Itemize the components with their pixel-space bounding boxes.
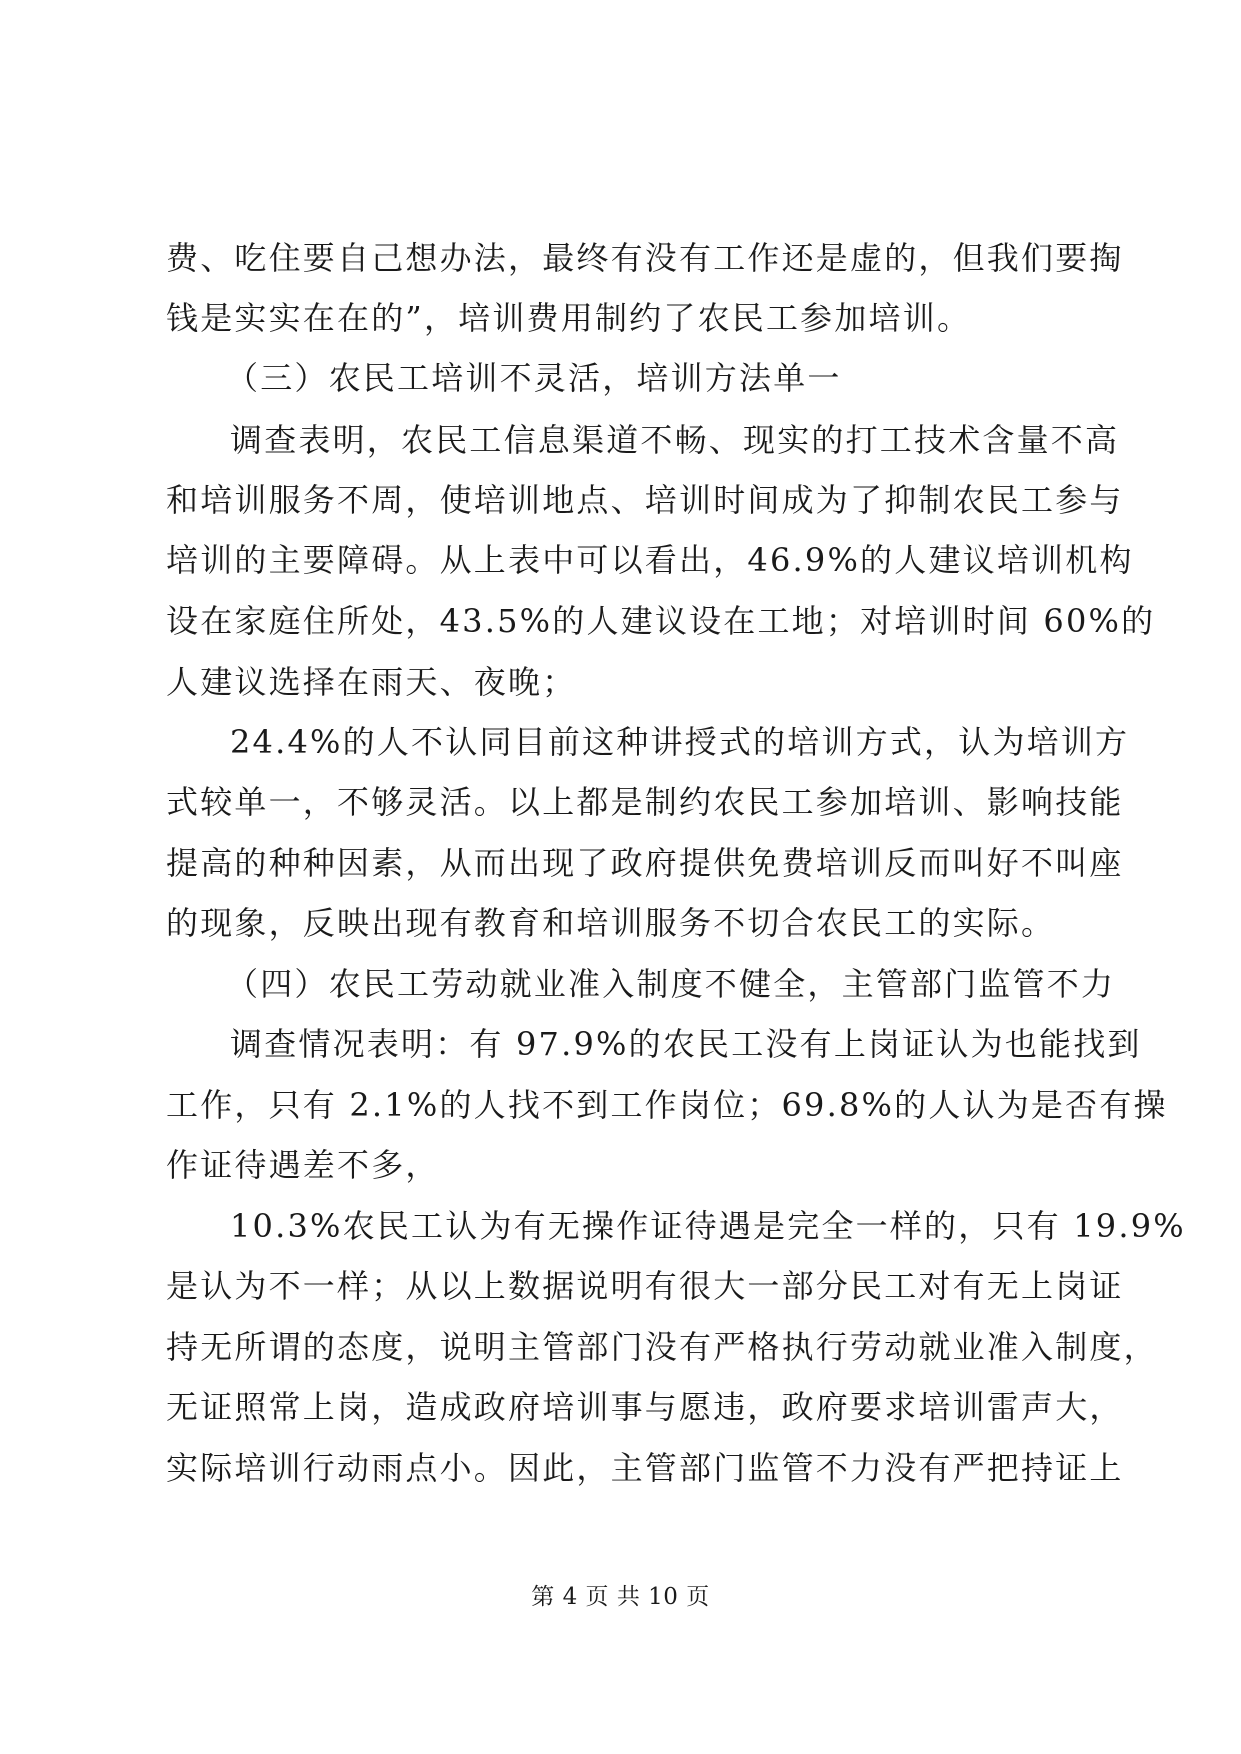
section-heading-4: （四）农民工劳动就业准入制度不健全，主管部门监管不力 [226,965,1116,1003]
body-line-8: 人建议选择在雨天、夜晚； [166,663,577,701]
body-line-10: 式较单一，不够灵活。以上都是制约农民工参加培训、影响技能 [166,783,1124,821]
body-line-21: 实际培训行动雨点小。因此，主管部门监管不力没有严把持证上 [166,1449,1124,1487]
paragraph-start: 10.3%农民工认为有无操作证待遇是完全一样的，只有 19.9% [230,1207,1186,1245]
section-heading-3: （三）农民工培训不灵活，培训方法单一 [226,359,842,397]
paragraph-start: 调查情况表明：有 97.9%的农民工没有上岗证认为也能找到 [230,1025,1142,1063]
body-line-2: 钱是实实在在的”，培训费用制约了农民工参加培训。 [166,299,972,337]
paragraph-start: 24.4%的人不认同目前这种讲授式的培训方式，认为培训方 [230,723,1130,761]
body-line-5: 和培训服务不周，使培训地点、培训时间成为了抑制农民工参与 [166,481,1124,519]
body-line-18: 是认为不一样；从以上数据说明有很大一部分民工对有无上岗证 [166,1267,1124,1305]
page-footer: 第 4 页 共 10 页 [531,1584,710,1610]
body-line-15: 工作，只有 2.1%的人找不到工作岗位；69.8%的人认为是否有操 [166,1086,1168,1124]
body-line-19: 持无所谓的态度，说明主管部门没有严格执行劳动就业准入制度， [166,1328,1158,1366]
body-line-12: 的现象，反映出现有教育和培训服务不切合农民工的实际。 [166,904,1056,942]
paragraph-start: 调查表明，农民工信息渠道不畅、现实的打工技术含量不高 [230,421,1120,459]
body-line-20: 无证照常上岗，造成政府培训事与愿违，政府要求培训雷声大， [166,1388,1124,1426]
body-line-16: 作证待遇差不多， [166,1146,440,1184]
body-line-6: 培训的主要障碍。从上表中可以看出，46.9%的人建议培训机构 [166,541,1134,579]
body-line-7: 设在家庭住所处，43.5%的人建议设在工地；对培训时间 60%的 [166,602,1156,640]
body-line-1: 费、吃住要自己想办法，最终有没有工作还是虚的，但我们要掏 [166,239,1124,277]
body-line-11: 提高的种种因素，从而出现了政府提供免费培训反而叫好不叫座 [166,844,1124,882]
